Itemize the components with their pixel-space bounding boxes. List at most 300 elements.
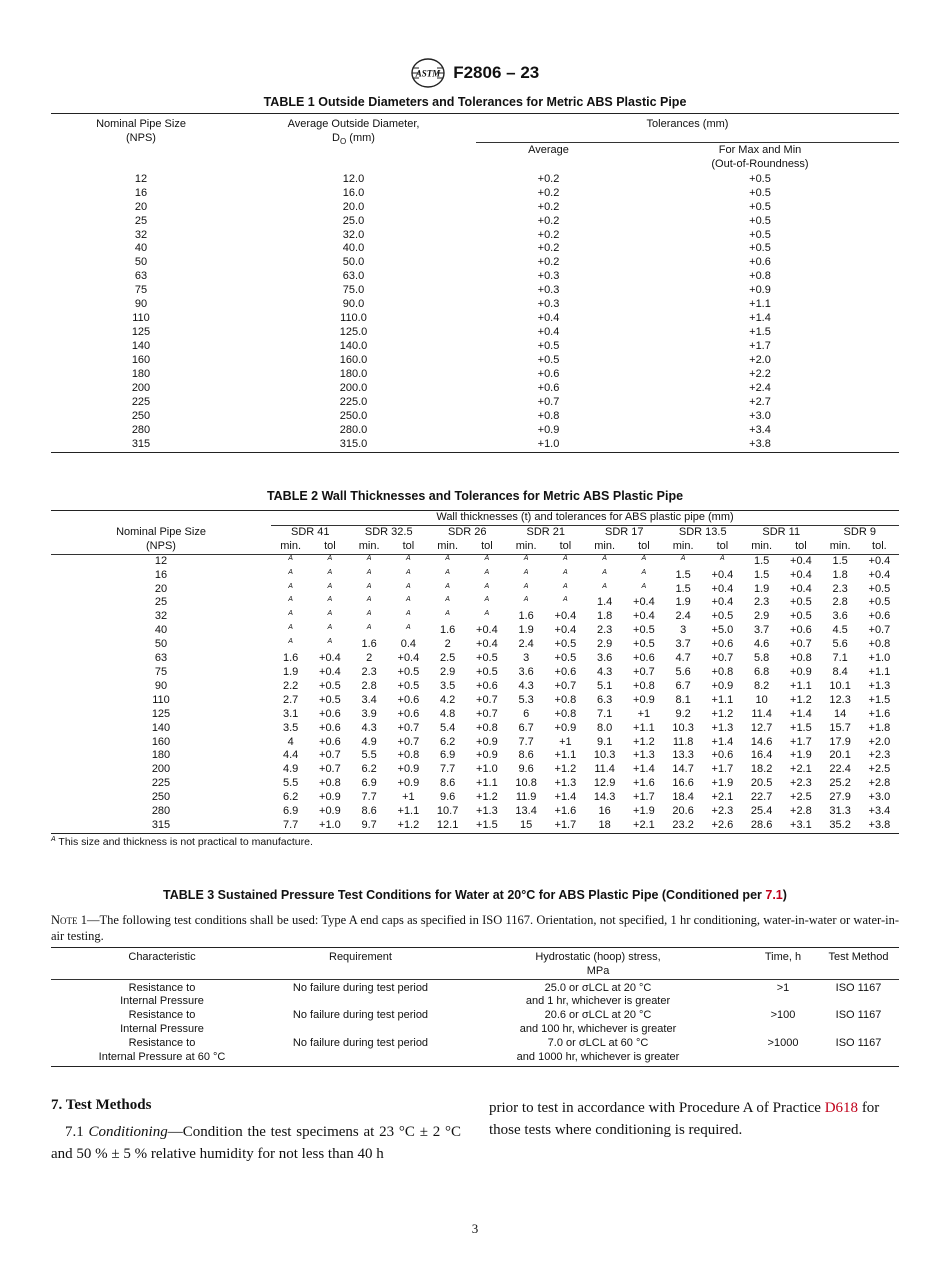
t2-footnote-mark bbox=[271, 610, 310, 624]
t2-cell: 11.4 bbox=[751, 707, 772, 720]
t2-cell: +0.5 bbox=[790, 610, 812, 623]
t2-cell: +0.9 bbox=[397, 777, 420, 790]
t2-cell: +0.8 bbox=[554, 693, 577, 706]
t2-cell: 1.8 bbox=[832, 568, 848, 581]
t2-footnote-ref: A bbox=[327, 610, 333, 618]
t2-cell: 90 bbox=[154, 679, 168, 692]
t1-cell: 250.0 bbox=[339, 409, 368, 422]
page-header bbox=[0, 58, 950, 88]
t2-cell: 2.4 bbox=[518, 638, 534, 651]
t2-cell: 2.3 bbox=[753, 596, 770, 609]
t2-cell: +1.9 bbox=[633, 805, 655, 818]
t2-header-sdr: SDR 11 bbox=[762, 525, 801, 538]
t2-header-sub: tol bbox=[402, 539, 415, 552]
t2-row bbox=[51, 583, 899, 597]
t2-footnote-ref: A bbox=[563, 568, 568, 576]
t1-cell: 20 bbox=[134, 200, 148, 213]
t2-cell: 22.4 bbox=[829, 763, 851, 776]
t1-cell: 25 bbox=[134, 214, 148, 227]
t1-cell: +0.4 bbox=[537, 326, 560, 339]
t2-cell: +1.0 bbox=[868, 652, 891, 665]
t2-cell: 16.6 bbox=[672, 777, 694, 790]
t2-header-sub: tol. bbox=[872, 539, 887, 552]
t2-header-sdr: SDR 21 bbox=[526, 525, 566, 538]
t2-footnote-ref: A bbox=[288, 610, 293, 618]
t2-footnote-mark bbox=[467, 554, 506, 568]
t2-cell: 5.8 bbox=[753, 652, 770, 665]
t2-cell: +1.9 bbox=[711, 777, 734, 790]
t2-footnote-mark bbox=[310, 638, 349, 652]
t2-cell: +0.5 bbox=[868, 582, 891, 595]
t2-cell: +0.9 bbox=[319, 805, 341, 818]
t2-cell: 315 bbox=[151, 818, 171, 831]
t1-cell: 280.0 bbox=[339, 423, 368, 436]
t2-cell: +0.4 bbox=[476, 638, 498, 651]
t2-cell: +0.4 bbox=[711, 596, 734, 609]
t2-span-header: Wall thicknesses (t) and tolerances for ABS plastic pipe (mm) bbox=[271, 511, 899, 526]
t2-cell: 11.4 bbox=[594, 763, 615, 776]
t2-cell: 16.4 bbox=[750, 749, 773, 762]
t3-cell: Resistance to Internal Pressure bbox=[120, 981, 204, 1008]
t2-cell: +1.9 bbox=[790, 749, 812, 762]
t2-footnote-mark bbox=[585, 569, 624, 583]
t2-cell: 15.7 bbox=[829, 721, 851, 734]
t2-cell: +0.6 bbox=[711, 638, 734, 651]
t2-header-sdr: SDR 41 bbox=[290, 525, 330, 538]
t2-cell: +0.7 bbox=[397, 735, 420, 748]
t2-cell: 4.3 bbox=[518, 679, 534, 692]
t2-footnote-mark bbox=[467, 583, 506, 597]
t2-cell: +2.6 bbox=[711, 818, 734, 831]
t2-footnote-mark bbox=[546, 569, 585, 583]
t2-cell: 3.1 bbox=[282, 707, 299, 720]
t2-footnote-ref: A bbox=[327, 582, 333, 590]
t2-cell: 14.7 bbox=[672, 763, 694, 776]
t2-cell: +0.4 bbox=[319, 665, 341, 678]
t2-cell: +1.1 bbox=[633, 721, 655, 734]
t2-cell: 2.7 bbox=[282, 693, 299, 706]
t2-footnote-mark bbox=[507, 596, 546, 610]
t2-row bbox=[51, 777, 899, 791]
t1-cell: +0.6 bbox=[749, 256, 771, 269]
t1-cell: 25.0 bbox=[342, 214, 365, 227]
t2-footnote-mark bbox=[507, 554, 546, 568]
t2-cell: +0.5 bbox=[633, 624, 655, 637]
t2-cell: +1.5 bbox=[868, 693, 891, 706]
t2-cell: +0.5 bbox=[397, 665, 420, 678]
t2-cell: 9.7 bbox=[361, 818, 377, 831]
t2-footnote-ref: A bbox=[288, 596, 293, 604]
t3-header-characteristic: Characteristic bbox=[128, 951, 196, 963]
t2-cell: +1.1 bbox=[711, 693, 734, 706]
t2-cell: 6.9 bbox=[439, 749, 456, 762]
t2-footnote-mark bbox=[624, 583, 663, 597]
t2-cell: 6.2 bbox=[439, 735, 456, 748]
t2-cell: 20.6 bbox=[672, 805, 694, 818]
t2-footnote-mark bbox=[664, 554, 703, 568]
t1-cell: +2.2 bbox=[749, 368, 771, 381]
t2-cell: 25.4 bbox=[750, 805, 773, 818]
t2-cell: +0.6 bbox=[476, 679, 498, 692]
t2-header-sub: min. bbox=[280, 539, 302, 552]
t2-cell: 32 bbox=[154, 610, 168, 623]
t2-cell: +0.6 bbox=[397, 693, 420, 706]
t2-cell: 16 bbox=[598, 805, 611, 818]
t3-header-requirement: Requirement bbox=[329, 951, 392, 963]
t2-cell: +0.9 bbox=[790, 665, 812, 678]
t2-cell: +0.4 bbox=[554, 624, 577, 637]
t2-cell: +1.3 bbox=[633, 749, 655, 762]
t2-footnote-mark bbox=[389, 569, 428, 583]
t2-header-nps2: (NPS) bbox=[146, 539, 176, 552]
t2-cell: +0.6 bbox=[319, 735, 341, 748]
t2-cell: +0.4 bbox=[633, 610, 655, 623]
t2-cell: +2.3 bbox=[868, 749, 891, 762]
t2-cell: 4.7 bbox=[675, 652, 691, 665]
t2-cell: 12.1 bbox=[436, 818, 459, 831]
t3-cell: ISO 1167 bbox=[835, 981, 882, 994]
t2-cell: +0.4 bbox=[711, 568, 734, 581]
t1-cell: +0.5 bbox=[749, 186, 771, 199]
t2-cell: +1.4 bbox=[711, 735, 734, 748]
table3-caption-link[interactable]: 7.1 bbox=[765, 888, 783, 902]
t2-footnote-mark bbox=[624, 554, 663, 568]
t2-cell: 11.9 bbox=[515, 791, 537, 804]
t2-footnote-ref: A bbox=[641, 554, 647, 562]
t1-row bbox=[51, 396, 899, 410]
t2-row bbox=[51, 638, 899, 652]
t2-cell: +0.6 bbox=[711, 749, 734, 762]
t3-cell: Resistance to Internal Pressure bbox=[120, 1009, 204, 1035]
t2-footnote-ref: A bbox=[327, 596, 333, 604]
t2-cell: 1.9 bbox=[753, 582, 770, 595]
t2-cell: 3.6 bbox=[596, 652, 613, 665]
t2-footnote-ref: A bbox=[641, 582, 647, 590]
table2-footnote: $^A$ This size and thickness is not practical to manufacture. bbox=[51, 836, 313, 848]
t1-cell: +0.5 bbox=[749, 172, 771, 185]
t2-cell: 9.1 bbox=[596, 735, 613, 748]
t2-cell: 1.5 bbox=[675, 568, 691, 581]
t2-cell: 10.3 bbox=[593, 749, 616, 762]
t2-cell: 9.2 bbox=[675, 707, 691, 720]
t2-header-sdr: SDR 17 bbox=[604, 525, 644, 538]
t2-cell: 13.4 bbox=[515, 805, 537, 818]
t2-cell: +1 bbox=[402, 791, 415, 804]
t2-footnote-mark bbox=[467, 610, 506, 624]
t1-cell: 140.0 bbox=[339, 340, 368, 353]
t1-cell: 63.0 bbox=[342, 270, 365, 283]
t2-footnote-ref: A bbox=[406, 610, 411, 618]
t2-row bbox=[51, 694, 899, 708]
t2-row bbox=[51, 805, 899, 819]
t2-cell: +0.5 bbox=[319, 693, 341, 706]
t2-row bbox=[51, 791, 899, 805]
t2-cell: +1.2 bbox=[711, 707, 734, 720]
t1-header-od: Average Outside Diameter, $D_O$ (mm) bbox=[287, 118, 420, 147]
t1-cell: 160.0 bbox=[339, 354, 368, 367]
t2-cell: 4.8 bbox=[439, 707, 456, 720]
t2-cell: +0.6 bbox=[790, 624, 812, 637]
t2-cell: 11.8 bbox=[672, 735, 694, 748]
d618-link[interactable]: D618 bbox=[824, 1100, 859, 1116]
t2-footnote-ref: A bbox=[406, 596, 411, 604]
t2-cell: 1.9 bbox=[282, 665, 299, 678]
t2-cell: 18.4 bbox=[672, 791, 694, 804]
t2-cell: 160 bbox=[151, 735, 171, 748]
t2-cell: 1.5 bbox=[753, 568, 770, 581]
t2-cell: 6.8 bbox=[753, 665, 770, 678]
t2-cell: 8.2 bbox=[753, 679, 770, 692]
t2-cell: 6.7 bbox=[518, 721, 534, 734]
t2-footnote-ref: A bbox=[484, 582, 490, 590]
t2-cell: +1.7 bbox=[633, 791, 655, 804]
t3-cell: 25.0 or σLCL at 20 °C and 1 hr, whichever is greater bbox=[525, 981, 671, 1008]
t2-cell: +0.5 bbox=[476, 665, 498, 678]
t2-cell: +0.6 bbox=[319, 721, 341, 734]
t2-footnote-ref: A bbox=[641, 568, 647, 576]
t2-footnote-mark bbox=[350, 610, 389, 624]
t2-cell: +1.6 bbox=[554, 805, 577, 818]
t1-cell: 20.0 bbox=[342, 200, 365, 213]
t1-cell: 125.0 bbox=[339, 326, 368, 339]
t2-cell: 6.3 bbox=[596, 693, 613, 706]
t1-cell: +0.2 bbox=[537, 228, 560, 241]
t2-footnote-mark bbox=[271, 583, 310, 597]
t1-cell: +1.0 bbox=[537, 437, 560, 450]
t2-cell: 4.9 bbox=[282, 763, 299, 776]
t2-cell: 4.2 bbox=[439, 693, 456, 706]
t2-cell: 25 bbox=[154, 596, 168, 609]
t2-cell: +1 bbox=[559, 735, 572, 748]
t2-cell: 14.6 bbox=[750, 735, 773, 748]
t1-cell: +3.0 bbox=[749, 409, 771, 422]
t2-cell: +0.5 bbox=[319, 679, 341, 692]
t2-cell: 2.8 bbox=[361, 679, 377, 692]
t2-cell: +2.3 bbox=[711, 805, 734, 818]
t2-header-sub: tol bbox=[559, 539, 572, 552]
t2-cell: 6.9 bbox=[361, 777, 377, 790]
t1-cell: 32.0 bbox=[342, 228, 365, 241]
t1-cell: +0.5 bbox=[749, 214, 771, 227]
t2-cell: +0.5 bbox=[868, 596, 891, 609]
t2-cell: +0.7 bbox=[554, 679, 577, 692]
t2-cell: +0.8 bbox=[790, 652, 812, 665]
t2-cell: 28.6 bbox=[750, 818, 773, 831]
t2-row bbox=[51, 610, 899, 624]
t2-cell: +1.1 bbox=[790, 679, 812, 692]
t2-cell: 16 bbox=[154, 568, 168, 581]
t2-cell: +0.5 bbox=[397, 679, 420, 692]
t2-cell: 63 bbox=[154, 652, 168, 665]
t1-cell: +0.7 bbox=[537, 395, 560, 408]
t2-cell: +0.8 bbox=[397, 749, 420, 762]
table2 bbox=[51, 510, 899, 834]
t2-cell: +0.5 bbox=[476, 652, 498, 665]
t2-header-sub: tol bbox=[638, 539, 650, 552]
table2-caption: TABLE 2 Wall Thicknesses and Tolerances for Metric ABS Plastic Pipe bbox=[266, 489, 684, 503]
t1-cell: 315 bbox=[131, 437, 151, 450]
t2-footnote-ref: A bbox=[406, 554, 411, 562]
t2-cell: +0.7 bbox=[790, 638, 812, 651]
t2-cell: 180 bbox=[151, 749, 171, 762]
t2-row bbox=[51, 736, 899, 750]
t2-cell: +2.1 bbox=[790, 763, 812, 776]
t2-footnote-mark bbox=[428, 554, 467, 568]
t2-header-sdr: SDR 9 bbox=[843, 525, 876, 538]
t2-footnote-mark bbox=[389, 610, 428, 624]
t2-cell: 140 bbox=[151, 721, 171, 734]
t2-footnote-mark bbox=[546, 583, 585, 597]
t2-row bbox=[51, 722, 899, 736]
t2-cell: 15 bbox=[520, 818, 533, 831]
t2-cell: 1.5 bbox=[675, 582, 691, 595]
t2-footnote-ref: A bbox=[288, 624, 293, 632]
t2-cell: +1.2 bbox=[790, 693, 812, 706]
t2-footnote-mark bbox=[310, 610, 349, 624]
t2-footnote-ref: A bbox=[523, 596, 529, 604]
t1-row bbox=[51, 340, 899, 354]
t2-cell: +1.5 bbox=[790, 721, 812, 734]
t2-cell: 2.8 bbox=[832, 596, 848, 609]
t2-cell: +0.9 bbox=[476, 749, 498, 762]
t2-cell: 10.8 bbox=[515, 777, 537, 790]
t3-cell: No failure during test period bbox=[292, 1036, 429, 1049]
t2-cell: 9.6 bbox=[439, 791, 456, 804]
t2-header-sdr: SDR 26 bbox=[447, 525, 487, 538]
t2-cell: 3.6 bbox=[832, 610, 848, 623]
t2-row bbox=[51, 569, 899, 583]
t2-cell: +2.5 bbox=[790, 791, 812, 804]
t1-header-avg: Average bbox=[528, 143, 569, 156]
t2-cell: 3.5 bbox=[439, 679, 456, 692]
t2-footnote-mark bbox=[350, 596, 389, 610]
t2-cell: +0.9 bbox=[319, 791, 341, 804]
t1-row bbox=[51, 172, 899, 187]
t2-cell: +1.1 bbox=[397, 805, 420, 818]
t1-cell: +0.2 bbox=[537, 200, 560, 213]
t1-cell: 280 bbox=[131, 423, 151, 436]
t2-cell: 10.7 bbox=[436, 805, 459, 818]
t2-cell: 10.3 bbox=[672, 721, 694, 734]
t2-cell: +0.6 bbox=[554, 665, 577, 678]
t2-cell: 3.9 bbox=[361, 707, 377, 720]
t2-cell: 2.9 bbox=[439, 665, 456, 678]
t1-cell: 180 bbox=[131, 368, 151, 381]
t2-cell: +0.5 bbox=[790, 596, 812, 609]
t2-cell: 8.6 bbox=[361, 805, 377, 818]
t2-cell: 3 bbox=[680, 624, 687, 637]
t3-cell: >1 bbox=[776, 981, 790, 994]
t1-header-tol: Tolerances (mm) bbox=[476, 114, 899, 143]
table1 bbox=[51, 113, 899, 453]
t2-footnote-ref: A bbox=[445, 568, 450, 576]
t2-footnote-ref: A bbox=[523, 582, 529, 590]
t1-cell: 16 bbox=[134, 186, 148, 199]
t2-footnote-ref: A bbox=[445, 610, 450, 618]
t1-row bbox=[51, 424, 899, 438]
t2-footnote-mark bbox=[310, 554, 349, 568]
t2-footnote-ref: A bbox=[680, 554, 686, 562]
t2-cell: 5.5 bbox=[282, 777, 299, 790]
t2-cell: +2.1 bbox=[711, 791, 734, 804]
t1-cell: 16.0 bbox=[342, 186, 365, 199]
t2-footnote-ref: A bbox=[327, 624, 333, 632]
t2-cell: 20 bbox=[154, 582, 168, 595]
t2-cell: +0.5 bbox=[711, 610, 734, 623]
t2-footnote-mark bbox=[428, 569, 467, 583]
t2-cell: +0.9 bbox=[476, 735, 498, 748]
t1-row bbox=[51, 298, 899, 312]
t2-cell: 8.0 bbox=[596, 721, 613, 734]
section-7-1-paragraph: 7.1 Conditioning—Condition the test specimens at 23 °C ± 2 °C and 50 % ± 5 % relative humidity for not less than 40 h bbox=[51, 1124, 462, 1162]
t2-cell: +3.4 bbox=[868, 805, 891, 818]
t2-cell: 2.3 bbox=[596, 624, 613, 637]
t2-footnote-mark bbox=[350, 569, 389, 583]
t2-footnote-mark bbox=[310, 583, 349, 597]
t1-row bbox=[51, 284, 899, 298]
t2-footnote-ref: A bbox=[484, 554, 490, 562]
t1-cell: 180.0 bbox=[339, 368, 368, 381]
t2-footnote-mark bbox=[546, 554, 585, 568]
t2-cell: +0.9 bbox=[711, 679, 734, 692]
t2-footnote-mark bbox=[350, 624, 389, 638]
t2-header-sub: tol bbox=[481, 539, 493, 552]
t1-row bbox=[51, 242, 899, 256]
t2-cell: 1.9 bbox=[518, 624, 534, 637]
t2-cell: 3.5 bbox=[282, 721, 299, 734]
t2-footnote-mark bbox=[310, 569, 349, 583]
t2-header-sub: min. bbox=[358, 539, 380, 552]
t2-cell: 2.9 bbox=[596, 638, 613, 651]
t1-cell: 140 bbox=[131, 340, 151, 353]
t2-cell: +1 bbox=[637, 707, 651, 720]
t2-footnote-ref: A bbox=[406, 568, 411, 576]
t2-cell: 3.7 bbox=[753, 624, 770, 637]
t2-cell: +0.8 bbox=[868, 638, 891, 651]
t2-cell: 6.2 bbox=[282, 791, 299, 804]
t2-cell: +0.4 bbox=[633, 596, 655, 609]
t2-footnote-ref: A bbox=[366, 568, 372, 576]
t1-cell: +0.5 bbox=[749, 228, 771, 241]
t2-cell: +0.6 bbox=[397, 707, 420, 720]
t2-header-sub: min. bbox=[672, 539, 694, 552]
t2-cell: +0.6 bbox=[633, 652, 655, 665]
t2-footnote-ref: A bbox=[484, 596, 490, 604]
t2-footnote-mark bbox=[271, 624, 310, 638]
t2-footnote-ref: A bbox=[327, 568, 333, 576]
t2-cell: +1.5 bbox=[476, 818, 498, 831]
t1-cell: 250 bbox=[131, 409, 151, 422]
t2-cell: 7.1 bbox=[832, 652, 848, 665]
t2-cell: +1.3 bbox=[711, 721, 734, 734]
t2-row bbox=[51, 749, 899, 763]
t1-cell: 110 bbox=[132, 312, 150, 325]
t2-cell: 225 bbox=[151, 777, 171, 790]
t2-cell: 1.5 bbox=[832, 554, 848, 567]
t2-cell: +0.6 bbox=[319, 707, 341, 720]
t2-cell: +1.3 bbox=[476, 805, 498, 818]
t2-footnote-ref: A bbox=[366, 582, 372, 590]
t1-cell: +0.2 bbox=[537, 214, 560, 227]
t1-cell: 12 bbox=[134, 172, 148, 185]
t2-cell: +0.8 bbox=[711, 665, 734, 678]
t2-cell: 2 bbox=[444, 638, 451, 651]
t2-cell: 23.2 bbox=[672, 818, 694, 831]
t2-cell: 8.1 bbox=[675, 693, 691, 706]
t2-footnote-mark bbox=[428, 583, 467, 597]
t2-footnote-ref: A bbox=[523, 568, 529, 576]
t1-cell: +0.5 bbox=[537, 354, 560, 367]
